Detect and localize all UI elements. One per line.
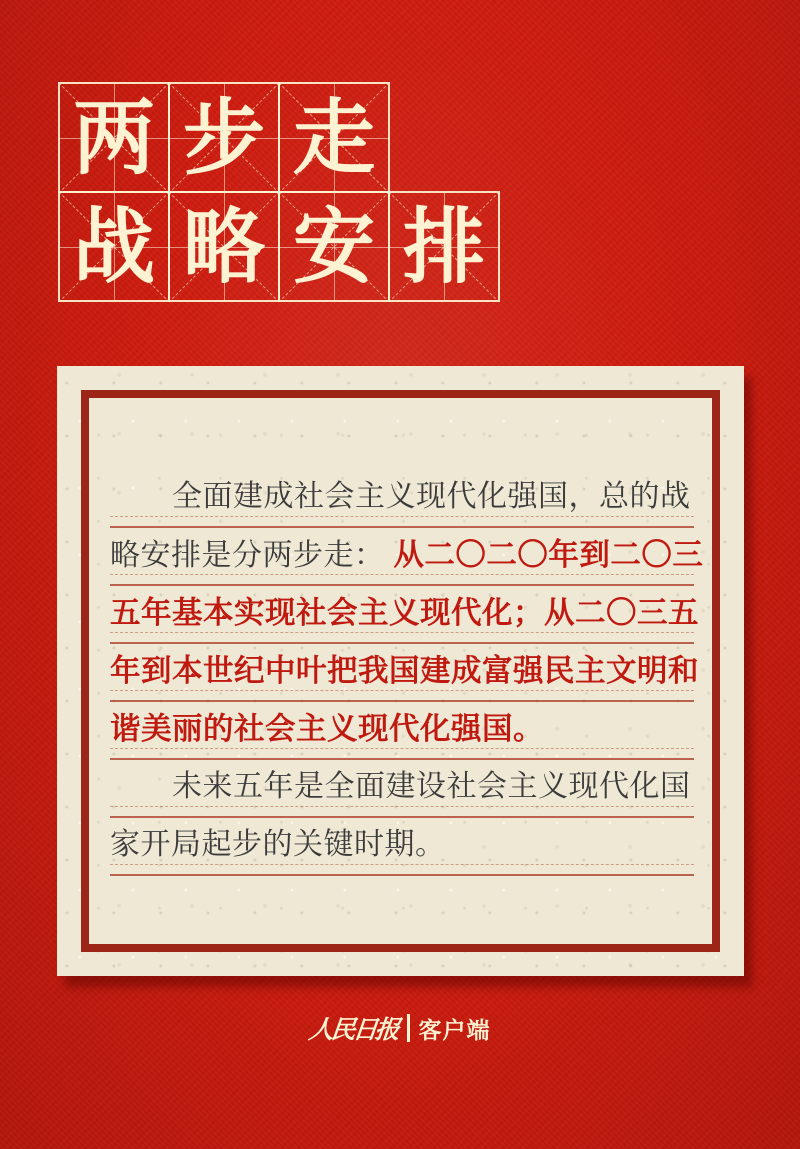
text-segment-dark: 全面建成社会主义现代化强国，总的战 xyxy=(172,480,691,513)
calligraphy-cell xyxy=(388,191,500,302)
calligraphy-char: 走 xyxy=(292,89,375,186)
text-segment-dark: 家开局起步的关键时期。 xyxy=(110,828,446,861)
ruled-underline xyxy=(110,574,694,586)
client-app-label: 客户端 xyxy=(418,1016,491,1043)
heading-row-2 xyxy=(58,191,500,302)
text-line xyxy=(110,764,694,822)
ruled-underline xyxy=(110,864,694,876)
ruled-underline xyxy=(110,516,694,528)
text-line xyxy=(110,474,694,532)
text-line xyxy=(110,648,699,706)
logo-divider-bar xyxy=(407,1014,410,1042)
text-segment-dark: 略安排是分两步走： xyxy=(110,539,385,572)
text-segment-red: 谐美丽的社会主义现代化强国。 xyxy=(110,712,544,746)
text-line xyxy=(110,822,694,880)
brand-logo xyxy=(0,1008,800,1048)
calligraphy-char: 略 xyxy=(182,198,265,295)
calligraphy-char: 排 xyxy=(402,198,485,295)
calligraphy-char: 步 xyxy=(182,89,265,186)
calligraphy-cell xyxy=(168,191,280,302)
calligraphy-cell xyxy=(168,82,280,193)
text-segment-red: 年到本世纪中叶把我国建成富强民主文明和 xyxy=(110,654,699,688)
text-line xyxy=(110,706,694,764)
calligraphy-char: 两 xyxy=(72,89,155,186)
ruled-underline xyxy=(110,806,694,818)
calligraphy-cell xyxy=(58,82,170,193)
calligraphy-char: 安 xyxy=(292,198,375,295)
text-line xyxy=(110,590,699,648)
ruled-underline xyxy=(110,632,694,644)
text-line xyxy=(110,532,704,590)
heading-row-1 xyxy=(58,82,500,193)
calligraphy-cell xyxy=(58,191,170,302)
text-segment-red: 五年基本实现社会主义现代化；从二〇三五 xyxy=(110,596,699,630)
ruled-underline xyxy=(110,748,694,760)
calligraphy-cell xyxy=(278,82,390,193)
peoples-daily-script-logo: 人民日报 xyxy=(307,1015,399,1044)
calligraphy-cell xyxy=(278,191,390,302)
content-card xyxy=(57,366,744,976)
heading-calligraphy-grid xyxy=(58,82,500,302)
text-block xyxy=(110,474,704,880)
calligraphy-char: 战 xyxy=(72,198,155,295)
text-segment-dark: 未来五年是全面建设社会主义现代化国 xyxy=(172,770,691,803)
ruled-underline xyxy=(110,690,694,702)
text-segment-red: 从二〇二〇年到二〇三 xyxy=(393,538,704,572)
